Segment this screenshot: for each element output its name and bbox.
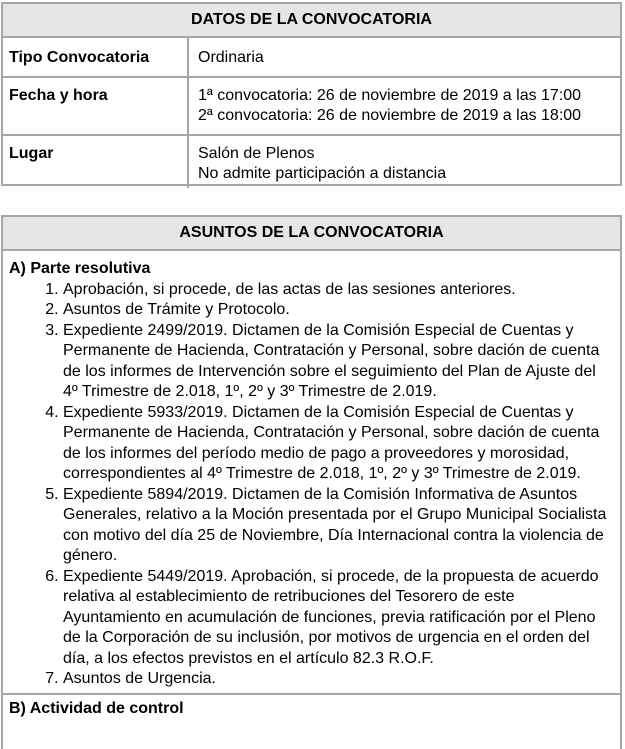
datos-convocatoria-box [1, 2, 622, 186]
list-item: 4. Expediente 5933/2019. Dictamen de la Comisión Especial de Cuentas y Permanente de Hacienda, Contratación y Personal, sobre dación de cuenta de los informes del período medio de pago a proveedores y morosidad, correspondientes al 4º Trimestre de 2.018, 1º, 2º y 3º Trimestre de 2.019. [63, 403, 614, 485]
label-lugar: Lugar [9, 145, 54, 162]
list-item: 3. Expediente 2499/2019. Dictamen de la Comisión Especial de Cuentas y Permanente de Hacienda, Contratación y Personal, sobre dación de cuenta de los informes de Intervención sobre el seguimiento del Plan de Ajuste del 4º Trimestre de 2.018, 1º, 2º y 3º Trimestre de 2.019. [63, 321, 614, 403]
value-tipo-convocatoria: Ordinaria [198, 49, 264, 66]
value-lugar: Salón de Plenos [198, 145, 315, 162]
datos-convocatoria-header: DATOS DE LA CONVOCATORIA [3, 4, 620, 38]
actividad-control-title: B) Actividad de control [9, 700, 184, 717]
list-item: 6. Expediente 5449/2019. Aprobación, si procede, de la propuesta de acuerdo relativa al establecimiento de retribuciones del Tesorero de este Ayuntamiento en acumulación de funciones, previa ratificación por el Pleno de la Corporación de su inclusión, por motivos de urgencia en el orden del día, a los efectos previstos en el artículo 82.3 R.O.F. [63, 567, 614, 670]
value-primera-convocatoria: 1ª convocatoria: 26 de noviembre de 2019 a las 17:00 [198, 87, 582, 104]
row-lugar [3, 135, 620, 188]
value-segunda-convocatoria: 2ª convocatoria: 26 de noviembre de 2019 a las 18:00 [198, 107, 582, 124]
label-tipo-convocatoria: Tipo Convocatoria [9, 49, 150, 66]
asuntos-list [9, 280, 614, 690]
list-item: 7. Asuntos de Urgencia. [63, 669, 614, 690]
parte-resolutiva-title: A) Parte resolutiva [9, 260, 151, 277]
list-item: 1. Aprobación, si procede, de las actas de las sesiones anteriores. [63, 280, 614, 301]
row-tipo-convocatoria [3, 38, 620, 77]
list-item: 5. Expediente 5894/2019. Dictamen de la Comisión Informativa de Asuntos Generales, relativo a la Moción presentada por el Grupo Municipal Socialista con motivo del día 25 de Noviembre, Día Internacional contra la violencia de género. [63, 485, 614, 567]
label-fecha-hora: Fecha y hora [9, 87, 108, 104]
row-fecha-hora [3, 77, 620, 135]
list-item: 2. Asuntos de Trámite y Protocolo. [63, 300, 614, 321]
asuntos-convocatoria-box [1, 215, 622, 749]
parte-resolutiva-section [3, 251, 620, 695]
asuntos-convocatoria-header: ASUNTOS DE LA CONVOCATORIA [3, 217, 620, 251]
datos-table [3, 38, 620, 188]
value-participacion: No admite participación a distancia [198, 165, 447, 182]
